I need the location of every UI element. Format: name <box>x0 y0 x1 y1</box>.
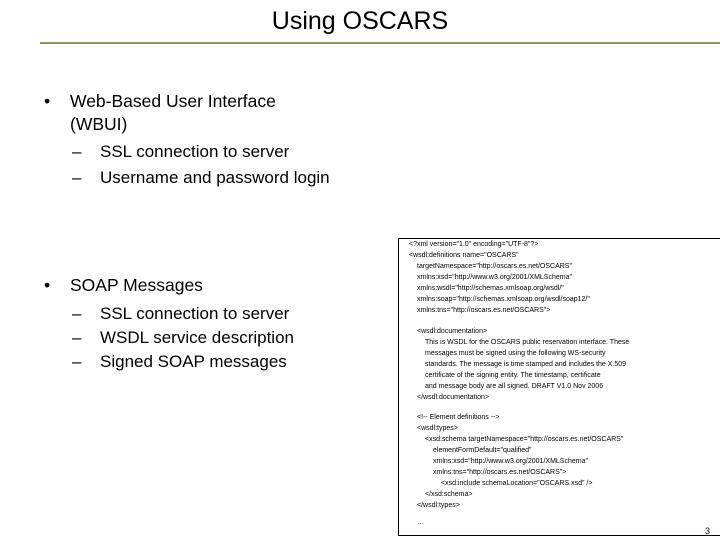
title-underline <box>40 42 720 44</box>
sub-text: Signed SOAP messages <box>100 352 287 371</box>
sub-marker: – <box>72 168 82 187</box>
code-line: </wsdl:types> <box>417 502 460 509</box>
code-line: <wsdl:definitions name="OSCARS" <box>409 252 519 259</box>
slide-title: Using OSCARS <box>271 7 449 35</box>
code-line: xmlns:xsd="http://www.w3.org/2001/XMLSchema" <box>433 458 588 465</box>
code-line: messages must be signed using the following WS-security <box>425 350 606 357</box>
bullet-soap <box>44 274 384 300</box>
wsdl-code-box <box>398 238 720 536</box>
sub-text: Username and password login <box>100 168 330 187</box>
code-line: </xsd:schema> <box>425 491 473 498</box>
code-line: </wsdl:documentation> <box>417 394 489 401</box>
code-line: <?xml version="1.0" encoding="UTF-8"?> <box>409 241 539 248</box>
code-line: standards. The message is time stamped and includes the X.509 <box>425 361 627 368</box>
sub-marker: – <box>72 352 82 371</box>
code-line: This is WSDL for the OSCARS public reservation interface. These <box>425 339 630 346</box>
code-line: xmlns:tns="http://oscars.es.net/OSCARS"> <box>417 307 551 314</box>
code-line: xmlns:wsdl="http://schemas.xmlsoap.org/wsdl/" <box>417 285 564 292</box>
code-ellipsis: … <box>417 519 424 526</box>
code-line: and message body are all signed. DRAFT V1.0 Nov 2006 <box>425 383 604 390</box>
code-line: targetNamespace="http://oscars.es.net/OSCARS" <box>417 263 572 270</box>
code-line: <xsd:schema targetNamespace="http://oscars.es.net/OSCARS" <box>425 436 624 443</box>
code-line: <wsdl:documentation> <box>417 328 488 335</box>
sub-marker: – <box>72 328 82 347</box>
sub-text: WSDL service description <box>100 328 294 347</box>
code-line: <xsd:include schemaLocation="OSCARS.xsd" /> <box>441 480 593 487</box>
code-line: xmlns:xsd="http://www.w3.org/2001/XMLSchema" <box>417 274 572 281</box>
bullet-text: Web-Based User Interface (WBUI) <box>70 91 276 134</box>
sub-marker: – <box>72 304 82 323</box>
code-line: elementFormDefault="qualified" <box>433 447 532 454</box>
sub-marker: – <box>72 142 82 161</box>
bullet-marker: • <box>44 91 51 111</box>
code-line: <!-- Element definitions --> <box>417 414 500 421</box>
sub-text: SSL connection to server <box>100 142 290 161</box>
bullet-marker: • <box>44 275 51 295</box>
bullet-text: SOAP Messages <box>70 275 203 295</box>
code-line: certificate of the signing entity. The timestamp, certificate <box>425 372 601 379</box>
code-line: xmlns:tns="http://oscars.es.net/OSCARS"> <box>433 469 567 476</box>
bullet-wbui <box>44 90 384 140</box>
page-number: 3 <box>704 526 710 536</box>
code-line: xmlns:soap="http://schemas.xmlsoap.org/wsdl/soap12/" <box>417 296 590 303</box>
sub-text: SSL connection to server <box>100 304 290 323</box>
code-line: <wsdl:types> <box>417 425 458 432</box>
